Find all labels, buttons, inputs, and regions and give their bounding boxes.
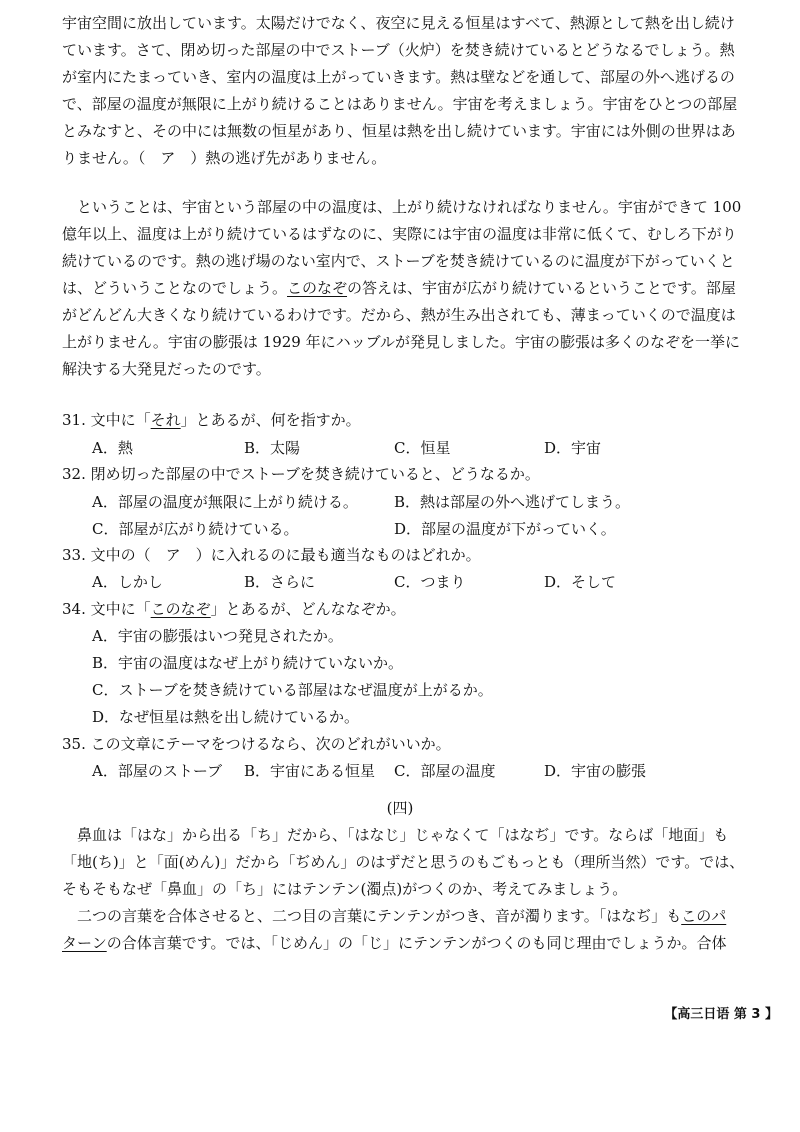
option-b[interactable]: B．太陽 [244, 439, 301, 457]
option-a[interactable]: A．熱 [92, 439, 133, 457]
option-c[interactable]: C．恒星 [394, 439, 451, 457]
passage-text: の合体言葉です。では、「じめん」の「じ」にテンテンがつくのも同じ理由でしょうか。合体 [106, 934, 727, 952]
passage-line: ということは、宇宙という部屋の中の温度は、上がり続けなければなりません。宇宙ができて 100 [77, 198, 742, 216]
question-31 [62, 409, 778, 430]
section4-paragraph [62, 822, 778, 957]
question-number: 31. [62, 411, 86, 429]
option-d[interactable]: D．そして [544, 573, 617, 591]
option-d[interactable]: D．なぜ恒星は熱を出し続けているか。 [92, 708, 360, 726]
underlined-phrase: このなぞ [287, 279, 348, 297]
question-32: 32. 閉め切った部屋の中でストーブを焚き続けていると、どうなるか。 [62, 465, 540, 483]
option-d[interactable]: D．宇宙 [544, 439, 602, 457]
underlined-phrase: ターン [62, 934, 107, 952]
passage-line [62, 275, 778, 302]
underlined-phrase: このなぞ [150, 600, 211, 618]
passage-text: の答えは、宇宙が広がり続けているということです。部屋 [347, 279, 736, 297]
question-number: 34. [62, 600, 86, 618]
passage-line: ています。さて、閉め切った部屋の中でストーブ（火炉）を焚き続けているとどうなるでしょう。熱 [62, 41, 735, 59]
section-title: (四) [386, 799, 414, 817]
passage-line: 宇宙空間に放出しています。太陽だけでなく、夜空に見える恒星はすべて、熱源として熱を出し続け [62, 14, 735, 32]
passage-line: 「地(ち)」と「面(めん)」だから「ぢめん」のはずだと思うのもごもっとも（理所当然）です。では、 [62, 853, 745, 871]
passage-line: 億年以上、温度は上がり続けているはずなのに、実際には宇宙の温度は非常に低くて、むしろ下がり [62, 225, 737, 243]
option-d[interactable]: D．部屋の温度が下がっていく。 [394, 520, 616, 538]
question-text: 」とあるが、何を指すか。 [180, 411, 361, 429]
question-text: 」とあるが、どんななぞか。 [210, 600, 406, 618]
question-text: 文中に「 [90, 411, 151, 429]
passage-line: がどんどん大きくなり続けているわけです。だから、熱が生み出されても、薄まっていくので温度は [62, 306, 736, 324]
passage-line [62, 930, 778, 957]
underlined-phrase: それ [150, 411, 181, 429]
option-a[interactable]: A．宇宙の膨張はいつ発見されたか。 [92, 627, 343, 645]
question-33: 33. 文中の（ ア ）に入れるのに最も適当なものはどれか。 [62, 546, 481, 564]
option-d[interactable]: D．宇宙の膨張 [544, 762, 647, 780]
question-text: 文中に「 [90, 600, 151, 618]
passage-paragraph-1 [62, 10, 778, 172]
page-footer: 【高三日语 第 3 】 [664, 1007, 778, 1022]
passage-line: 続けているのです。熱の逃げ場のない室内で、ストーブを焚き続けているのに温度が下がっていくと [62, 252, 735, 270]
passage-paragraph-2 [62, 194, 778, 383]
passage-line [62, 903, 778, 930]
passage-line: で、部屋の温度が無限に上がり続けることはありません。宇宙を考えましょう。宇宙をひとつの部屋 [62, 95, 738, 113]
passage-text: は、どういうことなのでしょう。 [62, 279, 288, 297]
passage-line: 鼻血は「はな」から出る「ち」だから、「はなじ」じゃなくて「はなぢ」です。ならば「地面」も [77, 826, 729, 844]
passage-line: とみなすと、その中には無数の恒星があり、恒星は熱を出し続けています。宇宙には外側の世界はあ [62, 122, 736, 140]
option-b[interactable]: B．さらに [244, 573, 316, 591]
passage-line: 上がりません。宇宙の膨張は 1929 年にハッブルが発見しました。宇宙の膨張は多くのなぞを一挙に [62, 333, 741, 351]
question-35: 35. この文章にテーマをつけるなら、次のどれがいいか。 [62, 735, 451, 753]
option-c[interactable]: C．部屋の温度 [394, 762, 496, 780]
option-b[interactable]: B．宇宙の温度はなぜ上がり続けていないか。 [92, 654, 404, 672]
option-a[interactable]: A．部屋の温度が無限に上がり続ける。 [92, 493, 358, 511]
passage-line: が室内にたまっていき、室内の温度は上がっていきます。熱は壁などを通して、部屋の外へ逃げるの [62, 68, 735, 86]
passage-line: 解決する大発見だったのです。 [62, 360, 271, 378]
option-b[interactable]: B．宇宙にある恒星 [244, 762, 376, 780]
passage-line: りません。（ ア ）熱の逃げ先がありません。 [62, 149, 387, 167]
option-a[interactable]: A．しかし [92, 573, 163, 591]
option-c[interactable]: C．ストーブを焚き続けている部屋はなぜ温度が上がるか。 [92, 681, 493, 699]
question-34 [62, 598, 778, 619]
option-c[interactable]: C．つまり [394, 573, 466, 591]
passage-line: そもそもなぜ「鼻血」の「ち」にはテンテン(濁点)がつくのか、考えてみましょう。 [62, 880, 628, 898]
option-b[interactable]: B．熱は部屋の外へ逃げてしまう。 [394, 493, 631, 511]
underlined-phrase: このパ [681, 907, 727, 925]
option-a[interactable]: A．部屋のストーブ [92, 762, 223, 780]
option-c[interactable]: C．部屋が広がり続けている。 [92, 520, 299, 538]
passage-text: 二つの言葉を合体させると、二つ目の言葉にテンテンがつき、音が濁ります。「はなぢ」も [77, 907, 682, 925]
